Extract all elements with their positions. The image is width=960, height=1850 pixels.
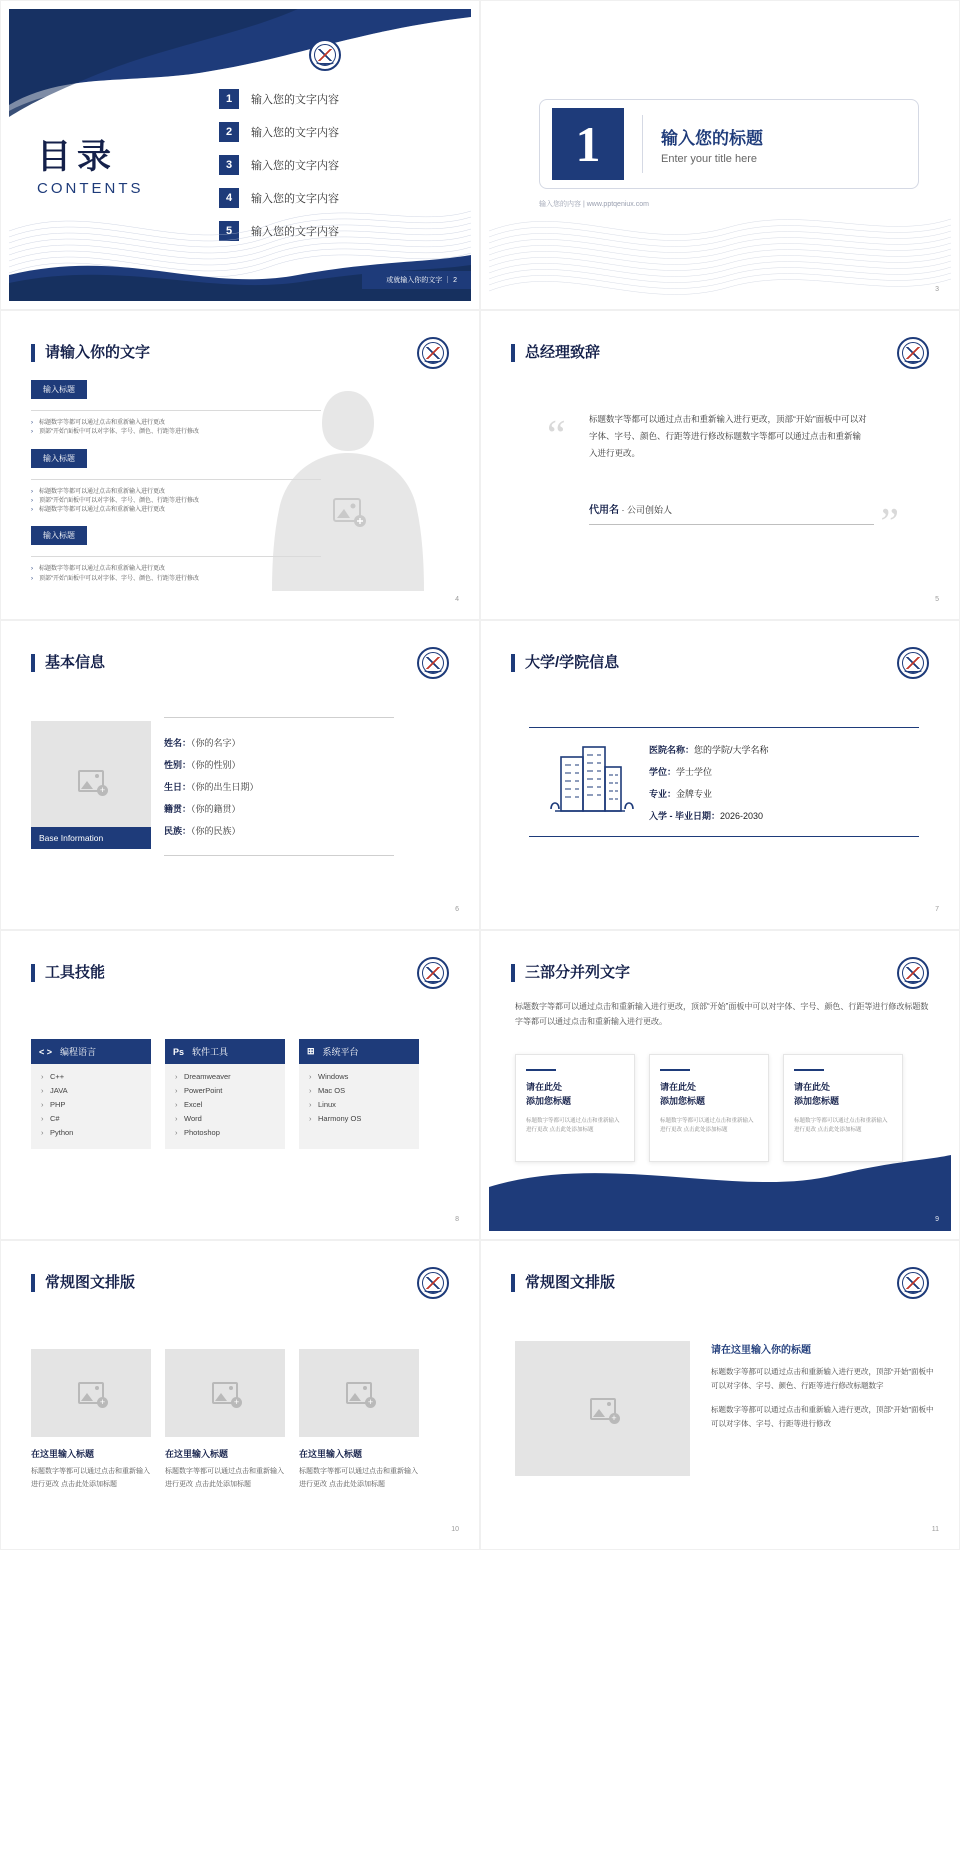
card-title-line2: 添加您标题 (526, 1095, 572, 1106)
accent-bar (526, 1069, 556, 1071)
photo-placeholder[interactable] (31, 721, 151, 841)
university-info-list (649, 743, 769, 822)
card-desc: 标题数字等都可以通过点击和重新输入进行更改 点击此处添加标题 (299, 1468, 418, 1488)
info-value: （你的出生日期） (191, 782, 259, 792)
quote-close-icon: ” (880, 501, 899, 547)
skill-list (31, 1064, 151, 1149)
university-info-box (529, 727, 919, 837)
image-placeholder[interactable] (299, 1349, 419, 1437)
info-key: 性别： (164, 760, 192, 770)
info-key: 学位： (649, 766, 677, 777)
card-desc: 标题数字等都可以通过点击和重新输入进行更改 点击此处添加标题 (165, 1468, 284, 1488)
toc-number: 2 (219, 122, 239, 142)
block-tag: 输入标题 (31, 449, 87, 468)
quote-open-icon: “ (547, 413, 566, 459)
list-item: › Linux (309, 1100, 411, 1109)
page-title: 基本信息 (31, 654, 105, 672)
image-placeholder-icon: + (346, 1382, 372, 1404)
card-title-line1: 请在此处 (794, 1082, 831, 1092)
bullet: › 顶部“开始”面板中可以对字体、字号、颜色、行距等进行修改 (31, 428, 321, 437)
block-tag: 输入标题 (31, 526, 87, 545)
image-placeholder-icon: + (78, 1382, 104, 1404)
list-item: › JAVA (41, 1086, 143, 1095)
page-title: 大学/学院信息 (511, 654, 619, 672)
quote-author (589, 501, 874, 525)
skill-list (165, 1064, 285, 1149)
divider (642, 115, 643, 173)
skill-column-title: 系统平台 (322, 1047, 359, 1057)
school-logo-icon (897, 1267, 929, 1299)
bullet: › 标题数字等都可以通过点击和重新输入进行更改 (31, 419, 321, 428)
info-value: 您的学院/大学名称 (694, 744, 769, 755)
card-desc: 标题数字等都可以通过点击和重新输入进行更改 点击此处添加标题 (660, 1118, 754, 1134)
list-item: › PHP (41, 1100, 143, 1109)
toc-item[interactable] (219, 89, 339, 109)
page-number: 10 (451, 1526, 459, 1533)
contents-title-en: CONTENTS (37, 180, 144, 197)
list-item: › Windows (309, 1072, 411, 1081)
toc-number: 5 (219, 221, 239, 241)
page-title: 三部分并列文字 (511, 964, 630, 982)
section-title-card (539, 99, 919, 189)
info-table (164, 717, 394, 856)
school-logo-icon (417, 337, 449, 369)
bullet: › 标题数字等都可以通过点击和重新输入进行更改 (31, 506, 321, 515)
slide-contents[interactable] (0, 0, 480, 310)
info-value: 2026-2030 (720, 810, 764, 821)
card[interactable] (515, 1054, 635, 1162)
bullet: › 顶部“开始”面板中可以对字体、字号、颜色、行距等进行修改 (31, 497, 321, 506)
info-row (649, 743, 769, 756)
text-block (31, 525, 321, 584)
accent-bar (660, 1069, 690, 1071)
page-title: 总经理致辞 (511, 344, 600, 362)
block-tag: 输入标题 (31, 380, 87, 399)
info-row (164, 780, 394, 793)
divider (31, 410, 321, 411)
page-number: 6 (455, 906, 459, 913)
image-placeholder[interactable] (165, 1349, 285, 1437)
skill-list (299, 1064, 419, 1135)
info-row (164, 758, 394, 771)
skill-columns (31, 1039, 419, 1149)
bullet: › 标题数字等都可以通过点击和重新输入进行更改 (31, 565, 321, 574)
info-row (649, 765, 769, 778)
page-number: 11 (931, 1526, 939, 1533)
info-row (164, 824, 394, 837)
slide-base-information[interactable] (0, 620, 480, 930)
card-desc: 标题数字等都可以通过点击和重新输入进行更改 点击此处添加标题 (794, 1118, 888, 1134)
page-number: 7 (935, 906, 939, 913)
list-item: › C# (41, 1114, 143, 1123)
school-logo-icon (309, 39, 341, 71)
school-logo-icon (897, 337, 929, 369)
card-title: 在这里输入标题 (299, 1449, 363, 1459)
toc-label: 输入您的文字内容 (251, 160, 339, 172)
toc-item[interactable] (219, 122, 339, 142)
card[interactable] (783, 1054, 903, 1162)
building-icon (529, 743, 649, 821)
info-row (649, 809, 769, 822)
school-logo-icon (417, 957, 449, 989)
list-item: › Photoshop (175, 1128, 277, 1137)
school-logo-icon (897, 647, 929, 679)
divider (31, 556, 321, 557)
toc-number: 4 (219, 188, 239, 208)
contents-title-cn: 目录 (37, 138, 117, 176)
slide-tool-skills[interactable] (0, 930, 480, 1240)
page-title: 工具技能 (31, 964, 105, 982)
card-desc: 标题数字等都可以通过点击和重新输入进行更改 点击此处添加标题 (526, 1118, 620, 1134)
info-value: 金牌专业 (676, 788, 713, 799)
info-value: （你的性别） (191, 760, 241, 770)
page-number: 9 (935, 1216, 939, 1223)
card[interactable] (165, 1349, 285, 1491)
info-value: 学士学位 (676, 766, 713, 777)
content-heading: 请在这里输入你的标题 (711, 1345, 811, 1356)
page-number: 5 (935, 596, 939, 603)
toc-label: 输入您的文字内容 (251, 94, 339, 106)
list-item: › Word (175, 1114, 277, 1123)
card-title: 在这里输入标题 (31, 1449, 95, 1459)
card-title: 在这里输入标题 (165, 1449, 229, 1459)
school-logo-icon (897, 957, 929, 989)
author-role: · 公司创始人 (621, 505, 673, 515)
card-title-line1: 请在此处 (526, 1082, 563, 1092)
card[interactable] (649, 1054, 769, 1162)
accent-bar (794, 1069, 824, 1071)
photoshop-icon: Ps (173, 1046, 185, 1057)
slide-ceo-message[interactable] (480, 310, 960, 620)
page-title: 常规图文排版 (511, 1274, 615, 1292)
school-logo-icon (417, 1267, 449, 1299)
slide-text-blocks[interactable] (0, 310, 480, 620)
list-item: › Excel (175, 1100, 277, 1109)
content-paragraph: 标题数字等都可以通过点击和重新输入进行更改，顶部“开始”面板中可以对字体、字号、颜色、行距等进行修改标题数字 (711, 1367, 934, 1391)
lead-paragraph: 标题数字等都可以通过点击和重新输入进行更改，顶部“开始”面板中可以对字体、字号、颜色、行距等进行修改标题数字等都可以通过点击和重新输入进行更改。 (515, 1002, 929, 1027)
list-item: › PowerPoint (175, 1086, 277, 1095)
card-list (515, 1054, 903, 1162)
skill-column (299, 1039, 419, 1149)
info-key: 民族： (164, 826, 192, 836)
slide-footer: 或就输入你的文字 ｜ 2 (362, 271, 471, 289)
info-value: （你的籍贯） (191, 804, 241, 814)
list-item: › Harmony OS (309, 1114, 411, 1123)
skill-column-header (299, 1039, 419, 1064)
card-title-line2: 添加您标题 (660, 1095, 706, 1106)
toc-label: 输入您的文字内容 (251, 127, 339, 139)
info-key: 籍贯： (164, 804, 192, 814)
section-subtitle: Enter your title here (661, 152, 757, 165)
list-item: › Python (41, 1128, 143, 1137)
windows-icon: ⊞ (307, 1046, 315, 1056)
text-column (711, 1341, 936, 1431)
image-placeholder[interactable] (515, 1341, 690, 1476)
info-value: （你的民族） (191, 826, 241, 836)
card-title-line2: 添加您标题 (794, 1095, 840, 1106)
section-caption: 输入您的内容 | www.pptqeniux.com (539, 201, 649, 208)
skill-column-title: 软件工具 (192, 1047, 229, 1057)
quote-text: 标题数字等都可以通过点击和重新输入进行更改，顶部“开始”面板中可以对字体、字号、颜色、行距等进行修改标题数字等都可以通过点击和重新输入进行更改。 (589, 414, 867, 458)
section-title: 输入您的标题 (661, 128, 763, 148)
info-key: 专业： (649, 788, 677, 799)
image-placeholder-icon: + (590, 1398, 616, 1420)
info-row (164, 736, 394, 749)
info-key: 姓名： (164, 738, 192, 748)
info-row (164, 802, 394, 815)
photo-caption: Base Information (31, 827, 151, 849)
bullet: › 标题数字等都可以通过点击和重新输入进行更改 (31, 488, 321, 497)
toc-label: 输入您的文字内容 (251, 226, 339, 238)
content-paragraph: 标题数字等都可以通过点击和重新输入进行更改，顶部“开始”面板中可以对字体、字号、行距等进行修改 (711, 1404, 934, 1428)
page-title: 请输入你的文字 (31, 344, 150, 362)
toc-label: 输入您的文字内容 (251, 193, 339, 205)
list-item: › Mac OS (309, 1086, 411, 1095)
card-desc: 标题数字等都可以通过点击和重新输入进行更改 点击此处添加标题 (31, 1468, 150, 1488)
info-value: （你的名字） (191, 738, 241, 748)
bullet: › 顶部“开始”面板中可以对字体、字号、颜色、行距等进行修改 (31, 575, 321, 584)
text-block-list (31, 379, 321, 584)
card-list (31, 1349, 419, 1491)
skill-column-title: 编程语言 (60, 1047, 97, 1057)
slide-university-info[interactable] (480, 620, 960, 930)
school-logo-icon (417, 647, 449, 679)
slide-three-columns[interactable] (480, 930, 960, 1240)
slide-image-text-grid[interactable] (0, 1240, 480, 1550)
page-number: 8 (455, 1216, 459, 1223)
code-icon: < > (39, 1046, 53, 1057)
text-block (31, 379, 321, 438)
skill-column-header (165, 1039, 285, 1064)
info-row (649, 787, 769, 800)
page-number: 4 (455, 596, 459, 603)
info-key: 医院名称： (649, 744, 695, 755)
page-number: 3 (935, 286, 939, 293)
skill-column (31, 1039, 151, 1149)
list-item: › C++ (41, 1072, 143, 1081)
card[interactable] (31, 1349, 151, 1491)
slide-image-text-side[interactable] (480, 1240, 960, 1550)
author-name: 代用名 (589, 505, 619, 516)
image-placeholder[interactable] (31, 1349, 151, 1437)
card-title-line1: 请在此处 (660, 1082, 697, 1092)
text-block (31, 448, 321, 516)
info-key: 生日： (164, 782, 192, 792)
toc-number: 1 (219, 89, 239, 109)
image-placeholder-icon: + (212, 1382, 238, 1404)
skill-column (165, 1039, 285, 1149)
page-title: 常规图文排版 (31, 1274, 135, 1292)
toc-number: 3 (219, 155, 239, 175)
divider (31, 479, 321, 480)
list-item: › Dreamweaver (175, 1072, 277, 1081)
mesh-decoration (489, 191, 951, 301)
skill-column-header (31, 1039, 151, 1064)
card[interactable] (299, 1349, 419, 1491)
info-key: 入学 - 毕业日期： (649, 810, 720, 821)
section-number: 1 (552, 108, 624, 180)
slide-section-title[interactable] (480, 0, 960, 310)
image-placeholder-icon: + (78, 770, 104, 792)
